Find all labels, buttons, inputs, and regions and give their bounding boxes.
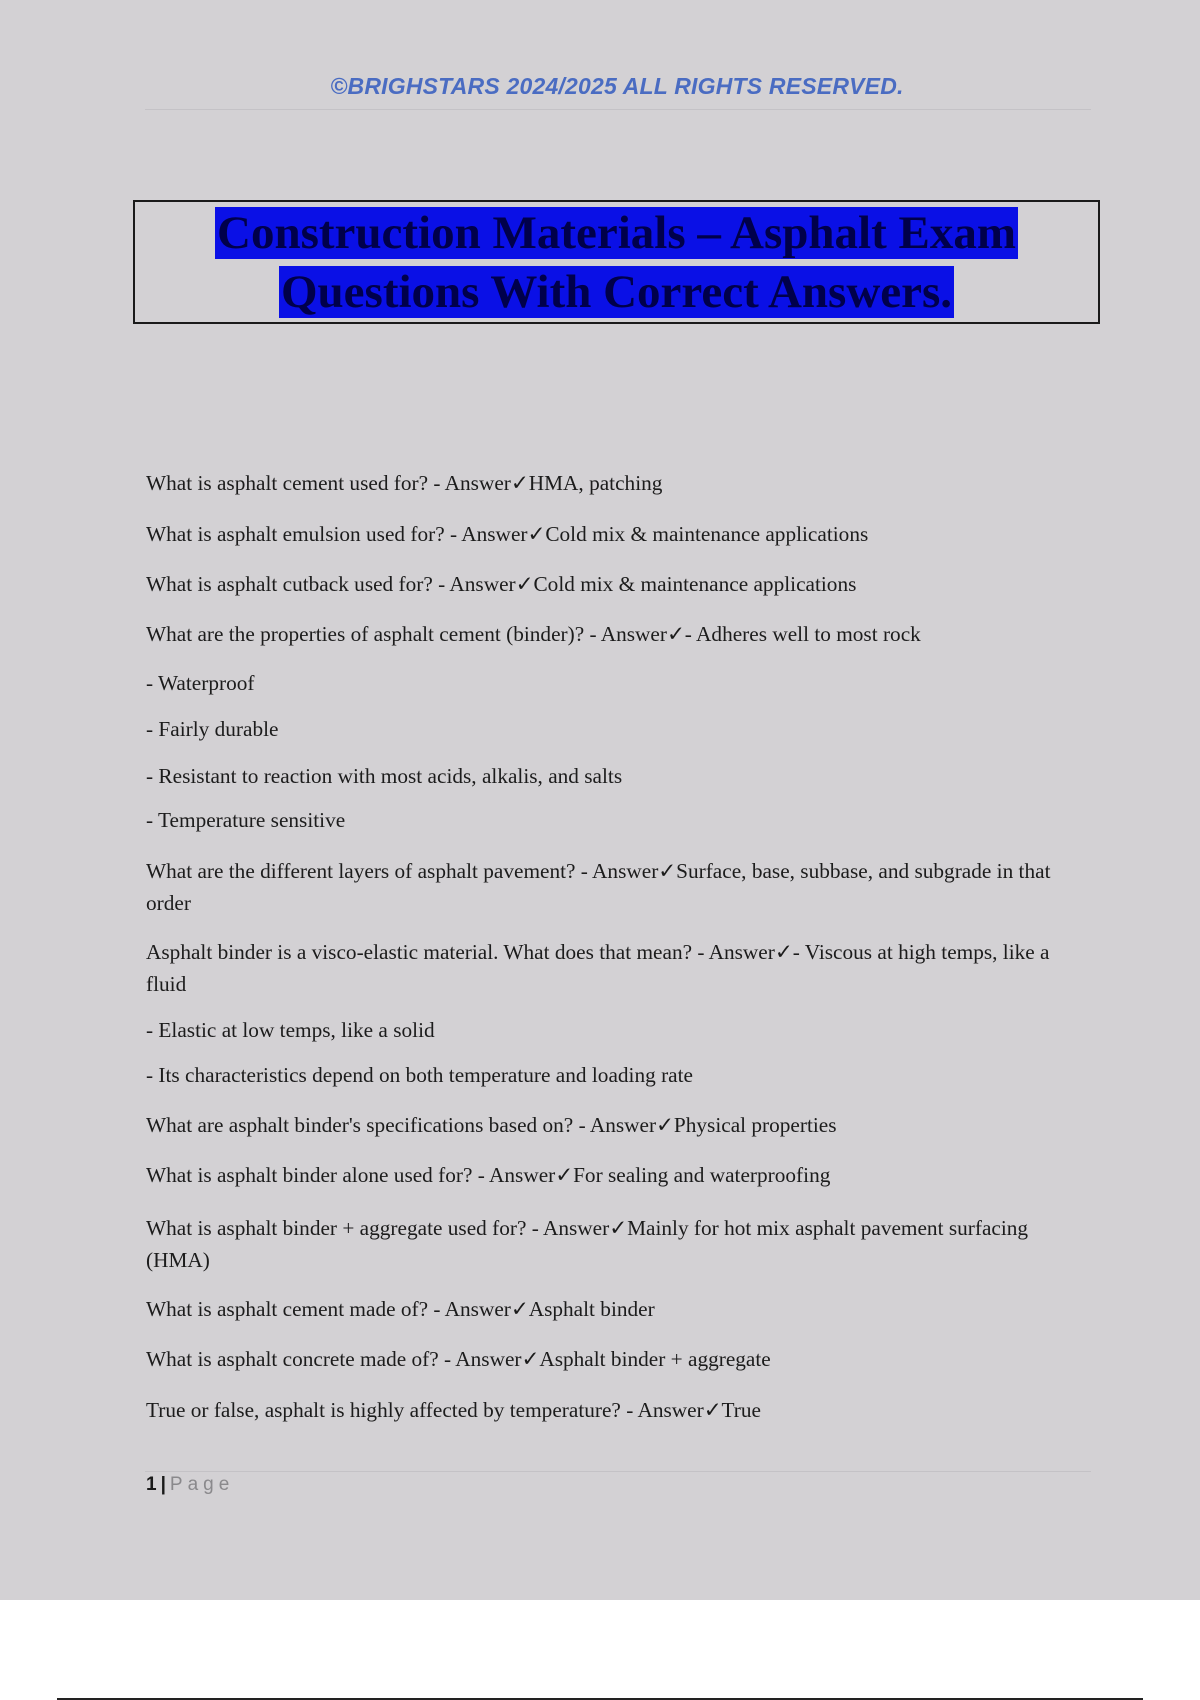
copyright-header: ©BRIGHSTARS 2024/2025 ALL RIGHTS RESERVED. <box>330 73 904 99</box>
header-divider <box>145 109 1091 110</box>
page-number: 1 <box>146 1474 157 1495</box>
title-box <box>133 200 1100 324</box>
qa-item: What is asphalt binder + aggregate used for? - Answer✓Mainly for hot mix asphalt pavement surfacing (HMA) <box>146 1216 1029 1272</box>
qa-item: What is asphalt binder alone used for? - Answer✓For sealing and waterproofing <box>146 1163 831 1187</box>
title-line-2-text: Questions With Correct Answers. <box>280 266 953 318</box>
qa-item: Asphalt binder is a visco-elastic material. What does that mean? - Answer✓- Viscous at high temps, like a fluid <box>146 940 1050 996</box>
qa-item: What is asphalt cement made of? - Answer✓Asphalt binder <box>146 1297 655 1321</box>
qa-item: What are the different layers of asphalt pavement? - Answer✓Surface, base, subbase, and subgrade in that order <box>146 859 1051 915</box>
qa-item: What are the properties of asphalt cement (binder)? - Answer✓- Adheres well to most rock <box>146 622 921 646</box>
page-footer <box>146 1474 234 1496</box>
qa-item: What is asphalt concrete made of? - Answer✓Asphalt binder + aggregate <box>146 1347 771 1371</box>
qa-item: What is asphalt cement used for? - Answer✓HMA, patching <box>146 471 663 495</box>
footer-separator: | <box>160 1474 166 1495</box>
title-line-2 <box>135 264 1098 320</box>
title-line-1 <box>135 205 1098 261</box>
qa-item: - Temperature sensitive <box>146 808 346 832</box>
footer-divider <box>145 1471 1091 1472</box>
qa-item: - Fairly durable <box>146 717 279 741</box>
title-line-1-text: Construction Materials – Asphalt Exam <box>217 207 1016 259</box>
qa-item: - Resistant to reaction with most acids, alkalis, and salts <box>146 764 623 788</box>
qa-item: - Its characteristics depend on both temperature and loading rate <box>146 1063 693 1087</box>
page-label: Page <box>169 1474 235 1495</box>
qa-item: - Waterproof <box>146 671 255 695</box>
qa-item: What is asphalt emulsion used for? - Answer✓Cold mix & maintenance applications <box>146 522 869 546</box>
qa-item: True or false, asphalt is highly affected by temperature? - Answer✓True <box>146 1398 761 1422</box>
qa-item: What are asphalt binder's specifications based on? - Answer✓Physical properties <box>146 1113 837 1137</box>
qa-item: What is asphalt cutback used for? - Answer✓Cold mix & maintenance applications <box>146 572 857 596</box>
qa-item: - Elastic at low temps, like a solid <box>146 1018 435 1042</box>
